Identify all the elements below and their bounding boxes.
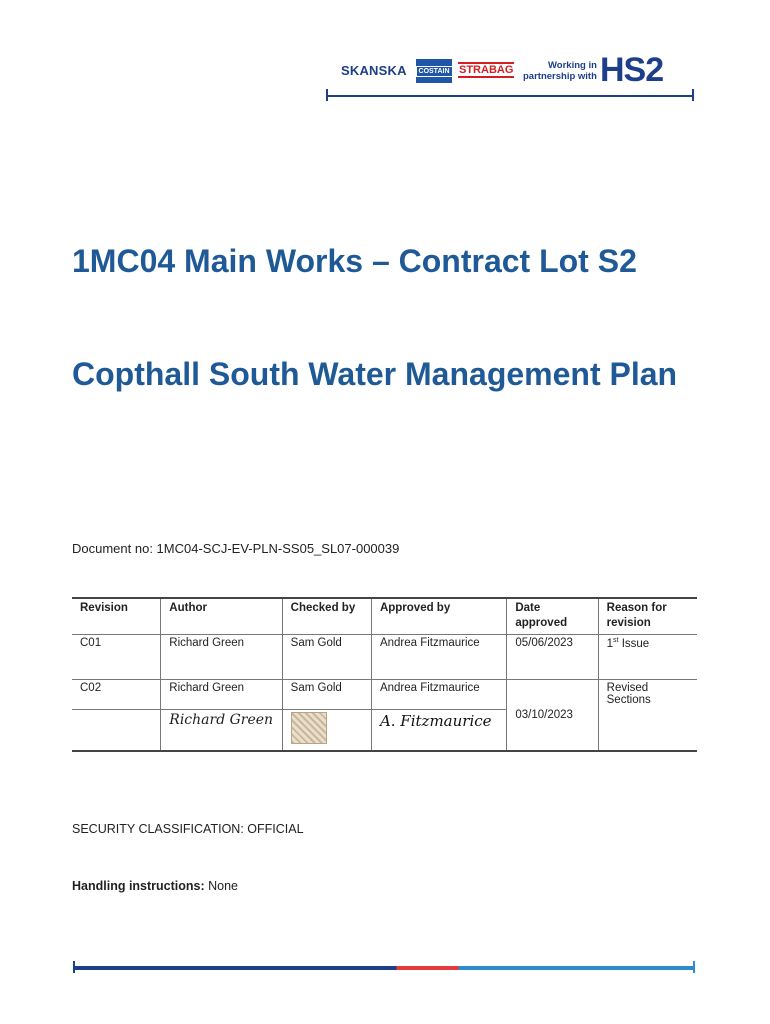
cell-checked: Sam Gold	[282, 680, 371, 710]
checker-signature-image	[291, 712, 327, 744]
cell-checked: Sam Gold	[282, 635, 371, 680]
cell-approver-signature	[371, 710, 506, 752]
cell-revision: C01	[72, 635, 161, 680]
handling-instructions	[72, 879, 238, 893]
cell-signature-blank	[72, 710, 161, 752]
cell-date: 03/10/2023	[507, 680, 598, 752]
security-classification: SECURITY CLASSIFICATION: OFFICIAL	[72, 822, 304, 836]
header-author: Author	[161, 598, 282, 635]
cell-author-signature	[161, 710, 282, 752]
document-subtitle: Copthall South Water Management Plan	[72, 356, 678, 392]
header-rule-tick-left	[326, 89, 328, 101]
handling-label: Handling instructions:	[72, 879, 205, 893]
cell-reason: Revised Sections	[598, 680, 697, 752]
cell-date: 05/06/2023	[507, 635, 598, 680]
header-revision: Revision	[80, 602, 128, 614]
footer-tick-right	[693, 961, 695, 973]
header-reason: Reason for revision	[598, 598, 697, 635]
reason-text: Issue	[618, 637, 650, 650]
cell-checker-signature	[282, 710, 371, 752]
table-row	[72, 680, 697, 710]
skanska-logo: SKANSKA	[341, 63, 407, 78]
cell-approved: Andrea Fitzmaurice	[371, 635, 506, 680]
hs2-logo: HS2	[600, 51, 664, 89]
header-rule	[326, 95, 694, 97]
partnership-text	[523, 60, 597, 82]
costain-logo	[416, 59, 452, 83]
header-approved-by: Approved by	[371, 598, 506, 635]
header-date-approved: Date approved	[507, 598, 598, 635]
strabag-logo: STRABAG	[459, 64, 514, 76]
cell-author: Richard Green	[161, 680, 282, 710]
author-signature: Richard Green	[169, 712, 274, 728]
document-number: Document no: 1MC04-SCJ-EV-PLN-SS05_SL07-000039	[72, 541, 400, 556]
footer-bar	[73, 966, 695, 970]
table-row	[72, 635, 697, 680]
cell-reason	[598, 635, 697, 680]
reason-ordinal: st	[613, 637, 619, 644]
handling-value: None	[204, 879, 238, 893]
table-header-row	[72, 598, 697, 635]
partnership-line-2: partnership with	[523, 71, 597, 82]
partnership-line-1: Working in	[548, 60, 597, 71]
reason-number: 1	[606, 637, 614, 650]
header-rule-tick-right	[692, 89, 694, 101]
cell-author: Richard Green	[161, 635, 282, 680]
cell-revision: C02	[80, 682, 102, 694]
document-title: 1MC04 Main Works – Contract Lot S2	[72, 243, 637, 279]
revision-table	[72, 597, 697, 752]
approver-signature: A. Fitzmaurice	[379, 712, 492, 730]
cell-approved: Andrea Fitzmaurice	[371, 680, 506, 710]
header-checked-by: Checked by	[282, 598, 371, 635]
footer-tick-left	[73, 961, 75, 973]
costain-logo-text: COSTAIN	[416, 66, 453, 77]
